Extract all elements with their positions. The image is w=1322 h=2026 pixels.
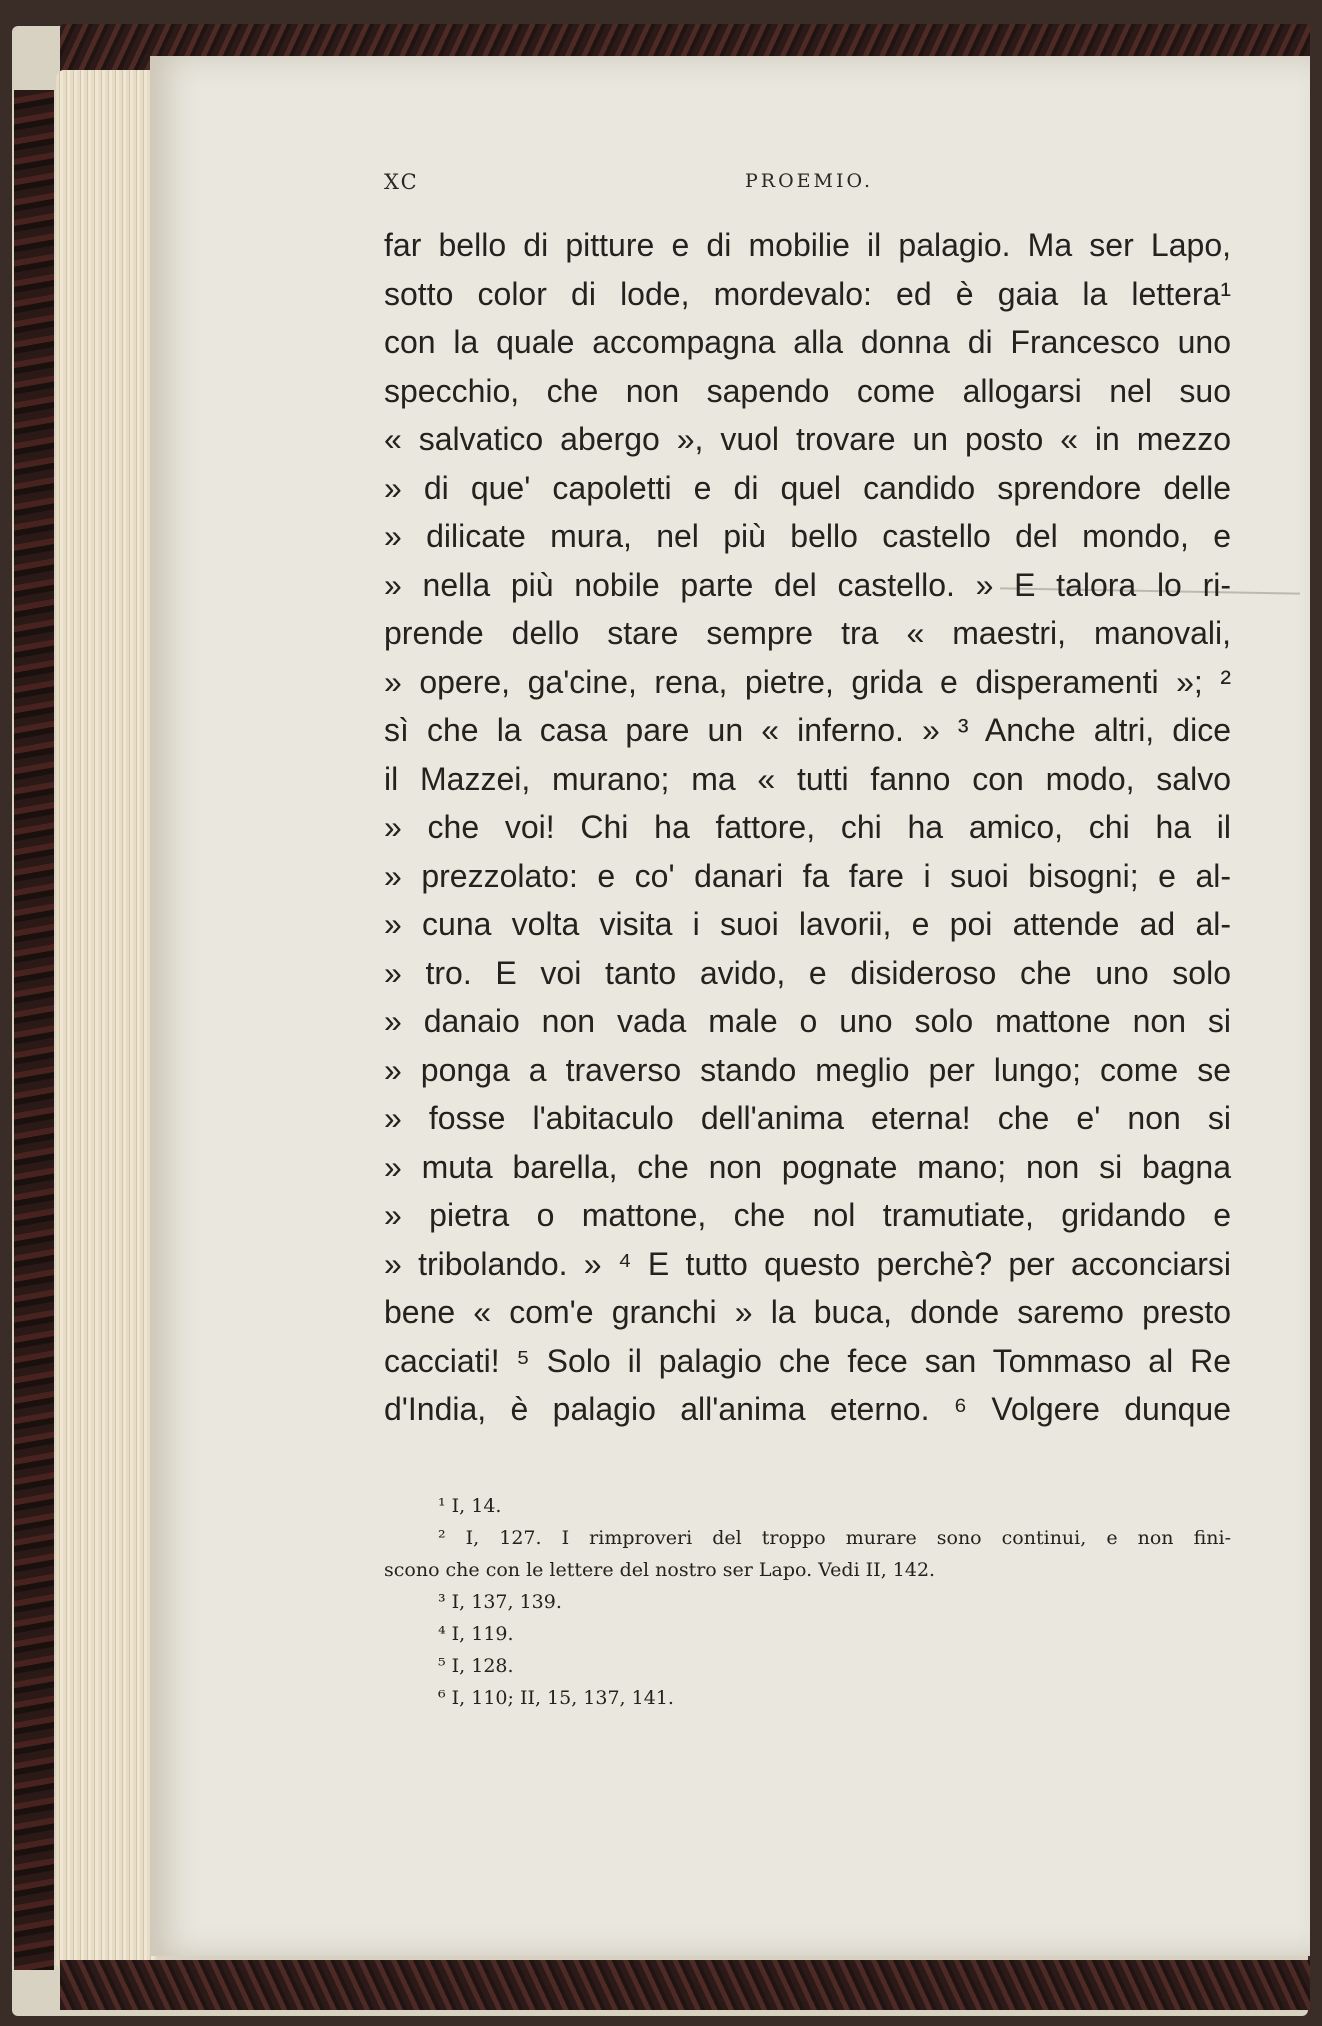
main-text bbox=[384, 221, 1231, 1434]
running-title: PROEMIO. bbox=[745, 170, 873, 192]
text-line: bene « com'e granchi » la buca, donde saremo presto bbox=[384, 1294, 1231, 1330]
text-line: » danaio non vada male o uno solo mattone non si bbox=[384, 1003, 1231, 1039]
text-line: » prezzolato: e co' danari fa fare i suoi bisogni; e al- bbox=[384, 857, 1231, 894]
text-line: » dilicate mura, nel più bello castello del mondo, e bbox=[384, 518, 1231, 554]
footnote: ³ I, 137, 139. bbox=[438, 1591, 562, 1613]
text-line: con la quale accompagna alla donna di Francesco uno bbox=[384, 324, 1231, 360]
footnote: ² I, 127. I rimproveri del troppo murare sono continui, e non fini- bbox=[438, 1527, 1231, 1549]
text-line: » di que' capoletti e di quel candido sprendore delle bbox=[384, 469, 1231, 506]
page-edges bbox=[56, 70, 156, 1970]
text-line: » che voi! Chi ha fattore, chi ha amico, chi ha il bbox=[384, 809, 1231, 845]
footnote: ⁴ I, 119. bbox=[438, 1623, 514, 1645]
footnote: ¹ I, 14. bbox=[438, 1495, 502, 1517]
text-line: sì che la casa pare un « inferno. » ³ Anche altri, dice bbox=[384, 712, 1231, 748]
text-line: » pietra o mattone, che nol tramutiate, gridando e bbox=[384, 1197, 1231, 1233]
text-line: far bello di pitture e di mobilie il palagio. Ma ser Lapo, bbox=[384, 227, 1231, 263]
text-line: « salvatico abergo », vuol trovare un posto « in mezzo bbox=[384, 421, 1231, 457]
footnote: ⁶ I, 110; II, 15, 137, 141. bbox=[438, 1687, 674, 1709]
text-line: » muta barella, che non pognate mano; non si bagna bbox=[384, 1148, 1231, 1185]
footnotes bbox=[384, 1490, 1231, 1714]
text-line: prende dello stare sempre tra « maestri, manovali, bbox=[384, 615, 1231, 651]
page-number: XC bbox=[384, 170, 419, 194]
text-line: il Mazzei, murano; ma « tutti fanno con modo, salvo bbox=[384, 760, 1231, 797]
text-line: » tro. E voi tanto avido, e disideroso che uno solo bbox=[384, 954, 1231, 991]
text-line: sotto color di lode, mordevalo: ed è gaia la lettera¹ bbox=[384, 275, 1231, 312]
text-line: » tribolando. » ⁴ E tutto questo perchè? per acconciarsi bbox=[384, 1245, 1231, 1282]
text-line: cacciati! ⁵ Solo il palagio che fece san Tommaso al Re bbox=[384, 1342, 1231, 1379]
book-spine bbox=[14, 90, 54, 1970]
text-line: » ponga a traverso stando meglio per lungo; come se bbox=[384, 1051, 1231, 1088]
text-line: » opere, ga'cine, rena, pietre, grida e disperamenti »; ² bbox=[384, 663, 1231, 700]
footnote-continuation: scono che con le lettere del nostro ser Lapo. Vedi II, 142. bbox=[384, 1559, 936, 1581]
text-line: » fosse l'abitaculo dell'anima eterna! che e' non si bbox=[384, 1100, 1231, 1136]
text-line: d'India, è palagio all'anima eterno. ⁶ Volgere dunque bbox=[384, 1391, 1231, 1427]
footnote: ⁵ I, 128. bbox=[438, 1655, 514, 1677]
text-line: » cuna volta visita i suoi lavorii, e poi attende ad al- bbox=[384, 906, 1231, 942]
text-line: specchio, che non sapendo come allogarsi nel suo bbox=[384, 372, 1231, 409]
text-line: » nella più nobile parte del castello. » E talora lo ri- bbox=[384, 566, 1231, 603]
cover-edge-bottom bbox=[60, 1960, 1310, 2010]
